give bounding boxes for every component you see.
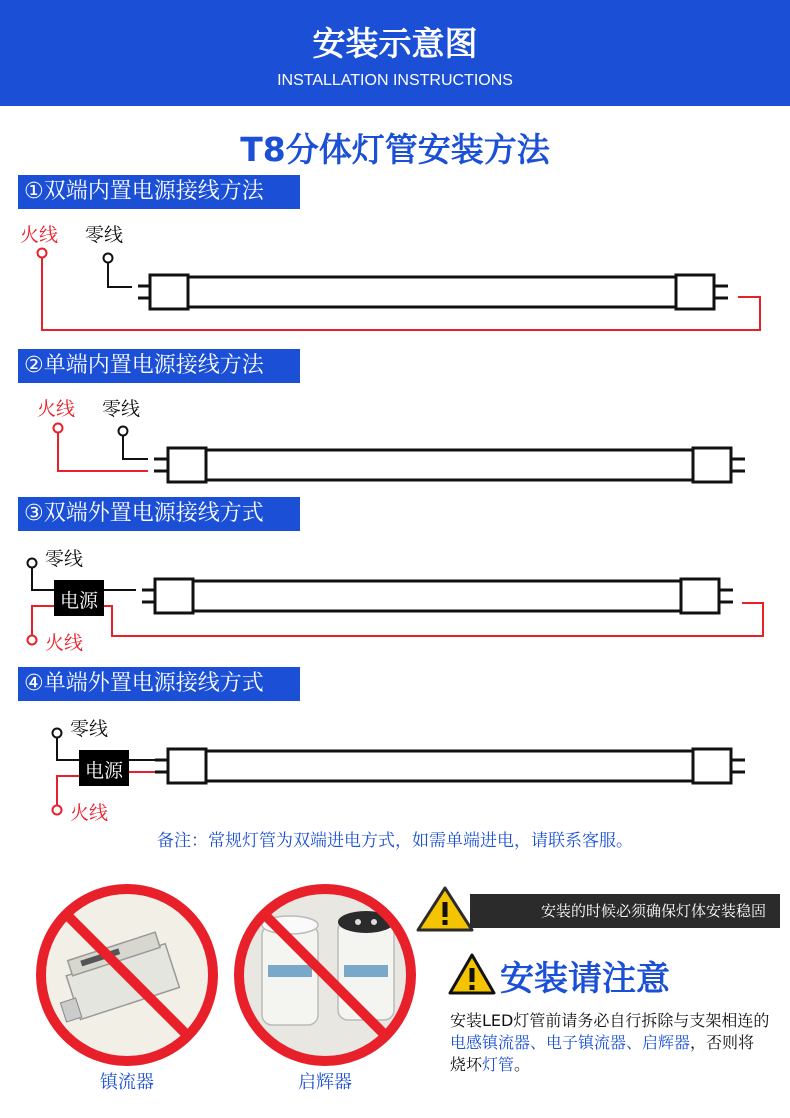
- live-wire-label-2: 火线: [37, 398, 76, 420]
- header-title: 安装示意图: [312, 24, 478, 63]
- section-4-title: ④单端外置电源接线方式: [18, 667, 300, 701]
- end-cap-left-2: [168, 448, 206, 482]
- warning-banner: 安装的时候必须确保灯体安装稳固: [470, 894, 780, 928]
- attention-body-tube: 灯管: [482, 1055, 515, 1074]
- end-cap-left-1: [150, 275, 188, 309]
- ballast-caption: 镇流器: [100, 1072, 154, 1093]
- live-wire-label-4: 火线: [70, 802, 109, 824]
- tube-body-1: [188, 277, 676, 307]
- header-subtitle: INSTALLATION INSTRUCTIONS: [277, 72, 513, 89]
- neutral-terminal-3: [28, 559, 37, 568]
- tube-body-2: [206, 450, 693, 480]
- attention-body-devices: 电感镇流器、电子镇流器、启辉器: [450, 1033, 691, 1052]
- live-wire-label-1: 火线: [20, 224, 59, 246]
- end-cap-left-4: [168, 749, 206, 783]
- neutral-wire-label-1: 零线: [85, 224, 124, 246]
- attention-body-prefix: 安装LED灯管前请务必自行拆除与支架相连的: [450, 1011, 770, 1030]
- live-terminal-2: [54, 424, 63, 433]
- live-terminal-1: [38, 249, 47, 258]
- warning-triangle-small-icon: [418, 888, 472, 930]
- starter-caption: 启辉器: [298, 1072, 352, 1093]
- neutral-terminal-1: [104, 254, 113, 263]
- live-wire-3a: [32, 606, 54, 635]
- live-terminal-3: [28, 636, 37, 645]
- note-text: 备注：常规灯管为双端进电方式，如需单端进电，请联系客服。: [157, 831, 633, 851]
- end-cap-right-2: [693, 448, 731, 482]
- diagram-2: [54, 424, 746, 483]
- neutral-terminal-4: [53, 729, 62, 738]
- neutral-wire-1: [108, 263, 132, 287]
- power-label-3: 电源: [59, 590, 98, 612]
- live-terminal-4: [53, 806, 62, 815]
- live-wire-label-3: 火线: [45, 632, 84, 654]
- neutral-wire-label-2: 零线: [102, 398, 141, 420]
- end-cap-right-1: [676, 275, 714, 309]
- diagram-1: [38, 249, 761, 331]
- live-wire-4a: [57, 776, 79, 805]
- attention-body-mid: ，否则将烧坏: [450, 1033, 755, 1074]
- attention-title: 安装请注意: [500, 959, 670, 999]
- end-cap-left-3: [155, 579, 193, 613]
- end-cap-right-3: [681, 579, 719, 613]
- warning-triangle-icon: [450, 955, 494, 993]
- diagram-3: [28, 559, 764, 645]
- neutral-wire-3a: [32, 568, 54, 590]
- forbidden-starter: [235, 885, 415, 1065]
- attention-body: [450, 1010, 770, 1076]
- tube-body-3: [193, 581, 681, 611]
- section-1-title: ①双端内置电源接线方法: [18, 175, 300, 209]
- power-label-4: 电源: [84, 760, 123, 782]
- live-wire-2: [58, 433, 148, 471]
- end-cap-right-4: [693, 749, 731, 783]
- section-2-title: ②单端内置电源接线方法: [18, 349, 300, 383]
- neutral-wire-2: [123, 436, 148, 459]
- tube-body-4: [206, 751, 693, 781]
- attention-body-suffix: 。: [514, 1055, 531, 1074]
- neutral-terminal-2: [119, 427, 128, 436]
- neutral-wire-label-4: 零线: [70, 718, 109, 740]
- section-3-title: ③双端外置电源接线方式: [18, 497, 300, 531]
- forbidden-ballast: [37, 885, 217, 1065]
- main-title: T8分体灯管安装方法: [240, 130, 550, 169]
- diagram-4: [53, 729, 746, 815]
- neutral-wire-4a: [57, 738, 79, 760]
- neutral-wire-label-3: 零线: [45, 548, 84, 570]
